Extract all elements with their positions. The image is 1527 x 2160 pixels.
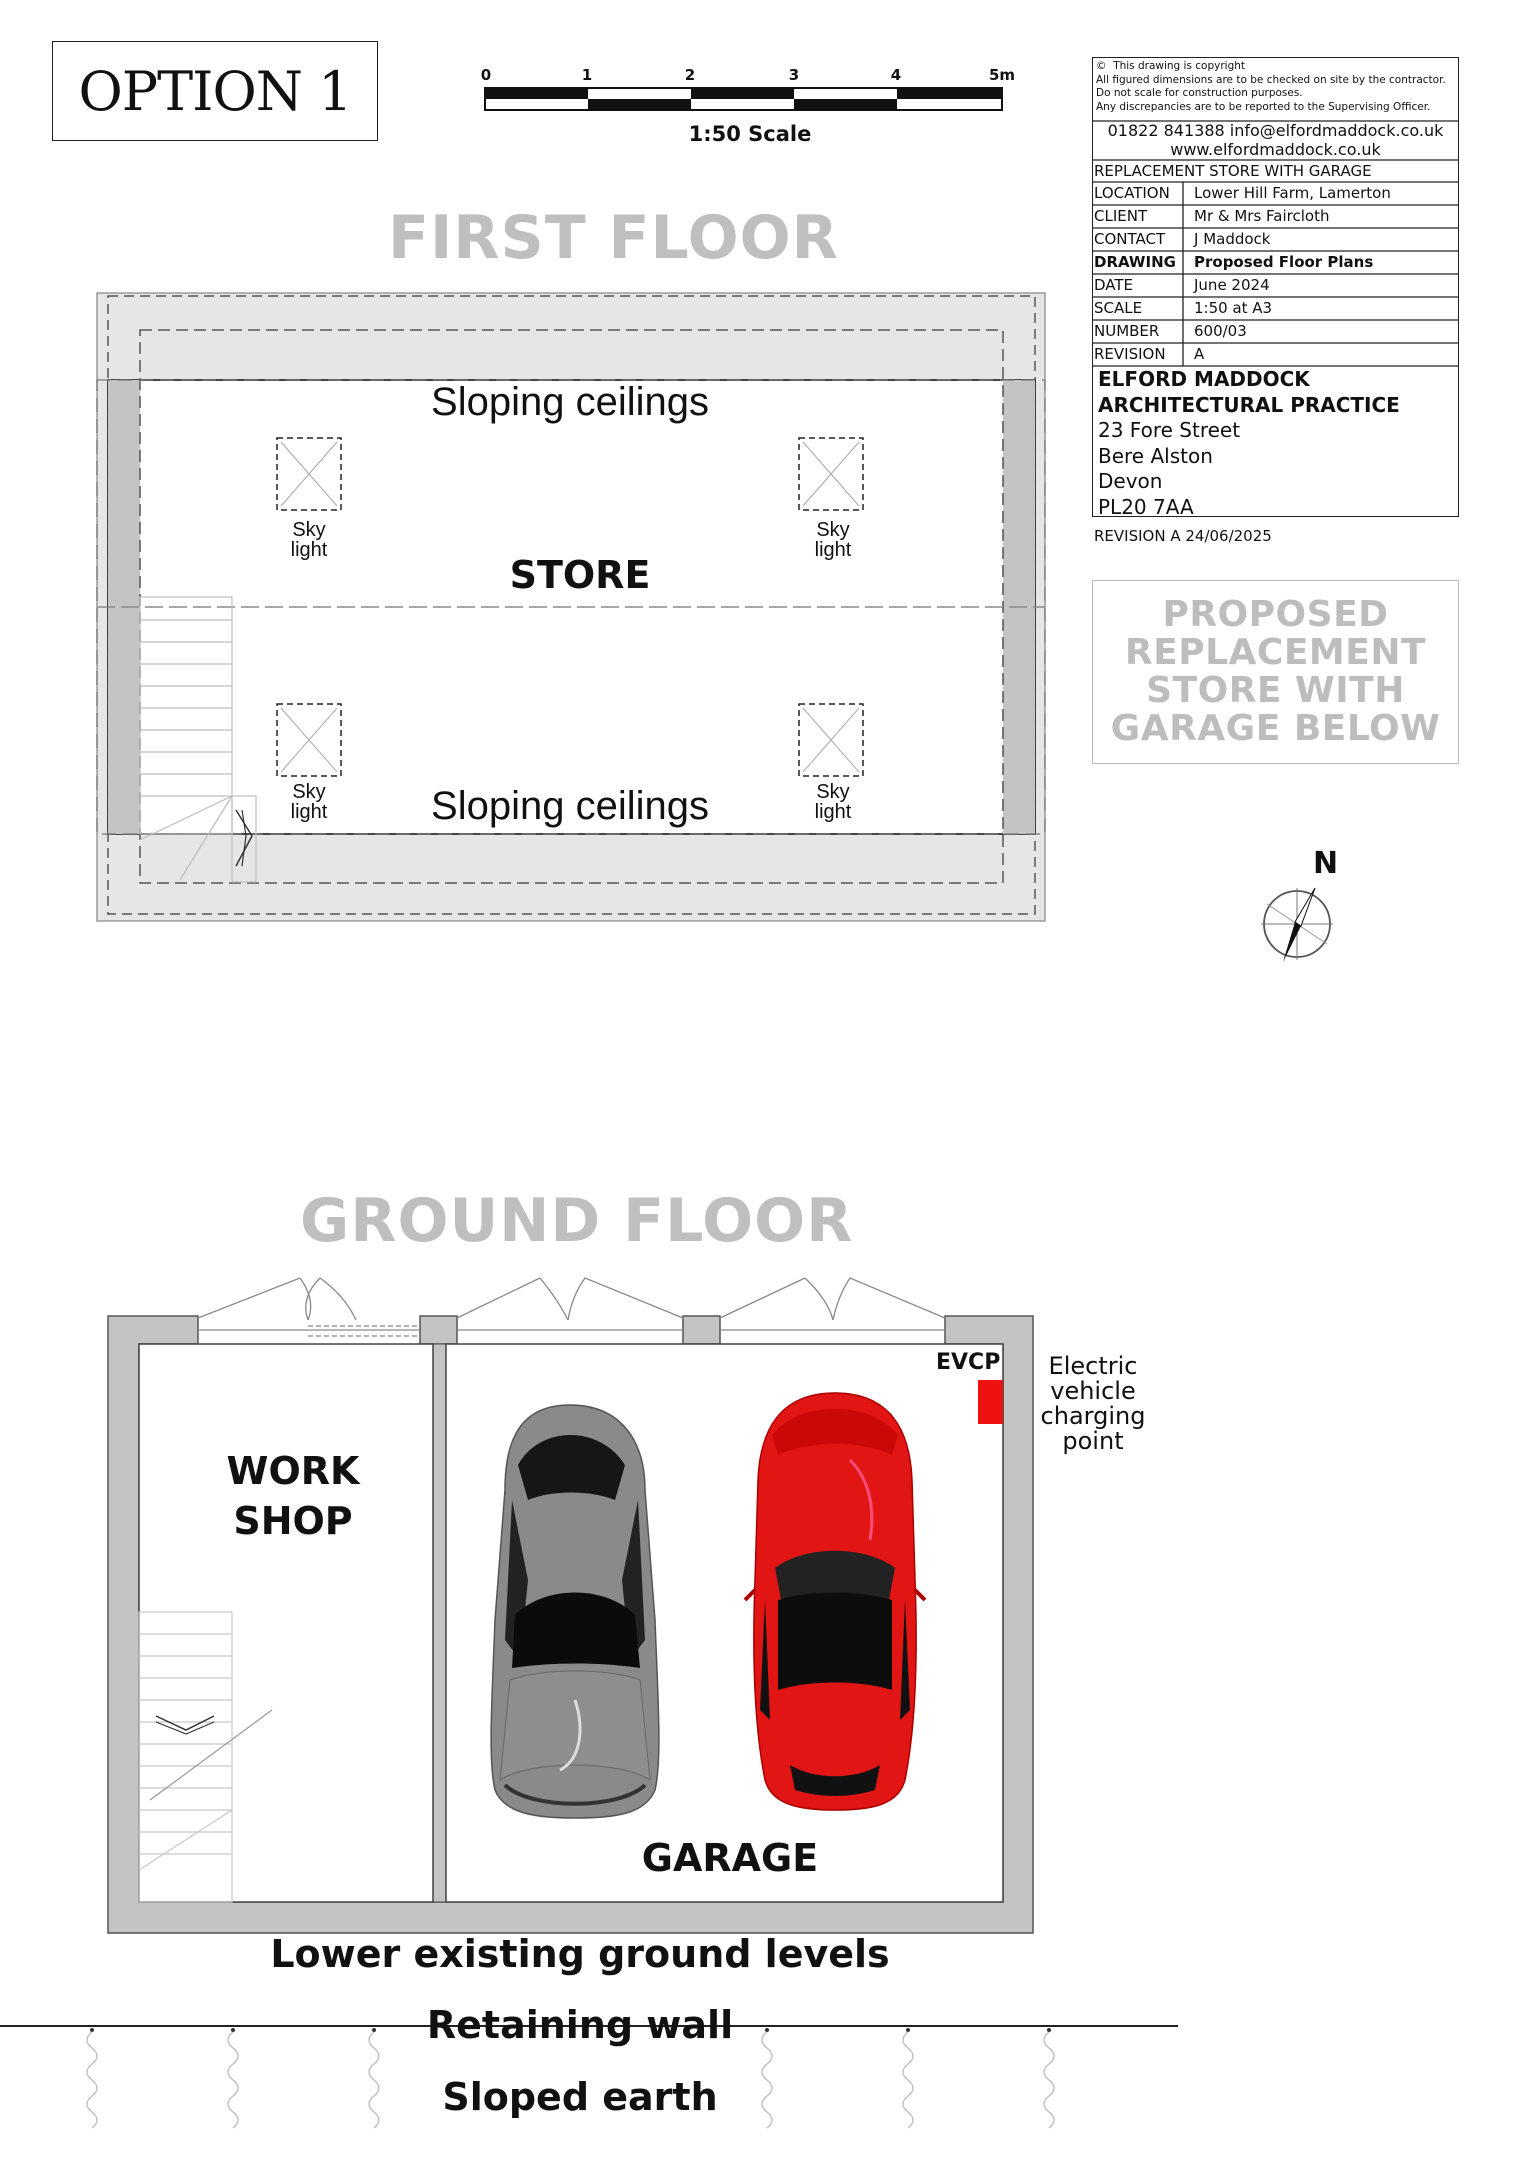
garage-label: GARAGE [641,1836,819,1880]
lower-ground-levels-label: Lower existing ground levels [270,1932,890,1976]
skylight-label: Sky light [814,781,852,823]
title-row-scale: SCALE 1:50 at A3 [1094,299,1273,317]
scale-tick-label: 3 [788,66,800,84]
scale-label: 1:50 Scale [688,122,812,146]
skylight-label: Sky light [814,519,852,561]
practice-address: ELFORD MADDOCK ARCHITECTURAL PRACTICE 23 Fore Street Bere Alston Devon PL20 7AA [1098,367,1400,519]
evcp-label: EVCP [936,1350,1001,1375]
grey-car-icon [491,1405,659,1818]
title-row-number: NUMBER 600/03 [1094,322,1247,340]
retaining-wall-label: Retaining wall [426,2003,734,2047]
proposed-description-box [1092,580,1459,764]
practice-contact [1092,121,1459,159]
ev-charging-description: Electric vehicle charging point [1040,1352,1146,1455]
title-row-location: LOCATION Lower Hill Farm, Lamerton [1094,184,1391,202]
sloping-ceilings-bottom: Sloping ceilings [431,784,709,828]
project-title-row: REPLACEMENT STORE WITH GARAGE [1094,162,1372,180]
title-row-revision: REVISION A [1094,345,1205,363]
title-row-date: DATE June 2024 [1094,276,1270,294]
scale-tick-label: 1 [581,66,593,84]
north-arrow-icon [1261,888,1333,962]
title-row-contact: CONTACT J Maddock [1094,230,1271,248]
revision-note: REVISION A 24/06/2025 [1094,527,1272,545]
title-row-client: CLIENT Mr & Mrs Faircloth [1094,207,1330,225]
title-row-drawing: DRAWING Proposed Floor Plans [1094,253,1374,271]
scale-tick-label: 4 [890,66,902,84]
north-label: N [1313,846,1339,881]
option-title: OPTION 1 [78,59,352,123]
door-swings [198,1278,945,1336]
scale-tick-label: 2 [684,66,696,84]
website: www.elfordmaddock.co.uk [1170,140,1381,159]
copyright-icon: © [1096,60,1107,72]
skylight-label: Sky light [290,781,328,823]
scale-bar [485,88,1002,110]
sloping-ceilings-top: Sloping ceilings [431,380,709,424]
sloped-earth-label: Sloped earth [442,2075,718,2119]
option-title-box [52,41,378,141]
scale-tick-label: 5m [988,66,1016,84]
skylight-label: Sky light [290,519,328,561]
ground-floor-title: GROUND FLOOR [300,1186,854,1256]
first-floor-title: FIRST FLOOR [388,203,839,273]
store-room-label: STORE [509,553,651,597]
scale-tick-label: 0 [480,66,492,84]
proposed-description: PROPOSED REPLACEMENT STORE WITH GARAGE BELOW [1110,594,1441,749]
workshop-label: WORK SHOP [226,1449,360,1543]
copyright-notice: © This drawing is copyright All figured dimensions are to be checked on site by the contractor. Do not scale for construction purposes. Any discrepancies are to be reported to the Supervising Officer. [1096,60,1446,113]
red-car-icon [745,1393,925,1810]
phone-email: 01822 841388 info@elfordmaddock.co.uk [1107,121,1444,140]
ground-floor-plan [108,1278,1033,1933]
